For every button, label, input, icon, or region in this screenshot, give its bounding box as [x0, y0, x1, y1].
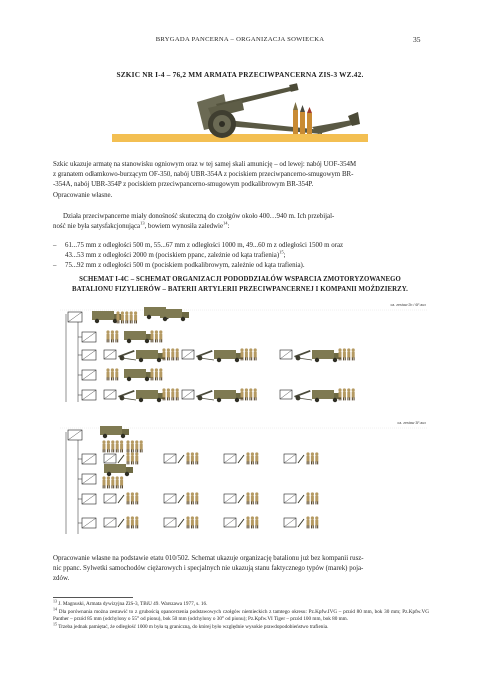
text-line: z granatem odłamkowo-burzącym OF-350, nabój UBR-354A z pociskiem przeciwpancerno-smugowym BR- [53, 171, 354, 179]
organization-schematic [60, 298, 428, 550]
truck-icon [124, 331, 146, 340]
soldier-head [134, 311, 137, 314]
soldier-head [167, 348, 170, 351]
soldier-head [311, 492, 314, 495]
soldier-head [306, 516, 309, 519]
soldier-figure [115, 372, 118, 378]
footnote-number: 13 [53, 598, 57, 604]
soldier-head [186, 516, 189, 519]
soldier-figure [111, 334, 114, 340]
soldier-figure [111, 444, 114, 450]
soldier-figure [176, 352, 179, 358]
soldier-head [121, 311, 124, 314]
soldier-head [107, 440, 110, 443]
soldier-head [116, 440, 119, 443]
text-line: nic ppanc. Sylwetki samochodów ciężarowych i specjalnych nie ukazują stanu faktycznego typów (marek) poja- [53, 565, 364, 573]
caption-line: SCHEMAT I-4C – SCHEMAT ORGANIZACJI PODODDZIAŁÓW WSPARCIA ZMOTORYZOWANEGO [79, 276, 401, 283]
soldier-figure [254, 352, 257, 358]
soldier-figure [131, 456, 134, 462]
soldier-figure [249, 392, 252, 398]
soldier-figure [343, 352, 346, 358]
soldier-figure [307, 520, 310, 526]
soldier-figure [247, 456, 250, 462]
soldier-figure [245, 352, 248, 358]
soldier-head [191, 516, 194, 519]
soldier-figure [245, 392, 248, 398]
soldier-head [111, 330, 114, 333]
soldier-head [167, 388, 170, 391]
soldier-head [352, 388, 355, 391]
truck-icon [214, 390, 236, 399]
soldier-figure [135, 444, 138, 450]
soldier-head [306, 452, 309, 455]
soldier-figure [116, 444, 119, 450]
page-number: 35 [413, 35, 421, 44]
footnote [53, 598, 429, 609]
soldier-head [195, 516, 198, 519]
text-line: ność nie była satysfakcjonująca$^{13}$, bowiem wynosiła zaledwie$^{14}$: [53, 220, 230, 231]
body-paragraph [53, 212, 429, 232]
soldier-figure [131, 496, 134, 502]
soldier-head [162, 388, 165, 391]
soldier-figure [103, 480, 106, 486]
soldier-head [176, 388, 179, 391]
soldier-figure [115, 334, 118, 340]
soldier-figure [247, 496, 250, 502]
soldier-head [246, 452, 249, 455]
text-line: Działa przeciwpancerne miały donośność skuteczną do czołgów około 400…940 m. Ich przebijal- [63, 213, 335, 220]
soldier-head [115, 330, 118, 333]
soldier-head [131, 516, 134, 519]
soldier-figure [255, 520, 258, 526]
mortar-icon [238, 495, 244, 503]
soldier-head [159, 330, 162, 333]
soldier-head [106, 330, 109, 333]
soldier-figure [191, 456, 194, 462]
soldier-head [255, 452, 258, 455]
soldier-head [126, 492, 129, 495]
soldier-head [311, 516, 314, 519]
soldier-head [315, 452, 318, 455]
soldier-head [125, 311, 128, 314]
soldier-figure [151, 334, 154, 340]
soldier-head [150, 368, 153, 371]
soldier-figure [130, 315, 133, 321]
soldier-head [171, 388, 174, 391]
soldier-figure [131, 444, 134, 450]
soldier-figure [116, 480, 119, 486]
soldier-head [186, 492, 189, 495]
soldier-figure [315, 456, 318, 462]
soldier-head [135, 452, 138, 455]
penetration-list [53, 241, 429, 272]
soldier-head [254, 388, 257, 391]
footnote-separator [53, 597, 133, 598]
soldier-figure [103, 444, 106, 450]
list-item [53, 241, 429, 251]
soldier-head [111, 368, 114, 371]
mortar-icon [238, 519, 244, 527]
soldier-head [254, 348, 257, 351]
soldier-figure [187, 496, 190, 502]
soldier-head [140, 440, 143, 443]
truck-icon [160, 309, 182, 318]
soldier-figure [339, 392, 342, 398]
soldier-figure [307, 496, 310, 502]
soldier-head [115, 368, 118, 371]
soldier-head [126, 440, 129, 443]
soldier-head [315, 516, 318, 519]
mortar-icon [298, 519, 304, 527]
soldier-figure [249, 352, 252, 358]
soldier-figure [107, 334, 110, 340]
soldier-figure [155, 372, 158, 378]
truck-icon [92, 311, 114, 320]
soldier-head [126, 516, 129, 519]
truck-icon [312, 350, 334, 359]
soldier-head [246, 492, 249, 495]
soldier-head [186, 452, 189, 455]
footnote [53, 621, 429, 632]
soldier-head [195, 452, 198, 455]
soldier-figure [135, 520, 138, 526]
soldier-figure [241, 352, 244, 358]
soldier-head [135, 440, 138, 443]
text-fragment: ność nie była satysfakcjonująca [53, 223, 141, 231]
footnote-ref: 14 [223, 220, 228, 226]
soldier-head [255, 492, 258, 495]
soldier-figure [159, 334, 162, 340]
schematic-note: ca. zestaw 3F.aux [397, 421, 426, 425]
mortar-icon [118, 455, 124, 463]
soldier-head [338, 388, 341, 391]
schematic-note: ca. zestaw 2b / 6F.aux [390, 303, 426, 307]
list-item-text: 75...92 mm z odległości 500 m (pociskiem podkalibrowym, zależnie od kąta trafienia). [65, 262, 305, 270]
soldier-head [195, 492, 198, 495]
soldier-head [162, 348, 165, 351]
soldier-figure [339, 352, 342, 358]
soldier-head [240, 388, 243, 391]
soldier-figure [251, 520, 254, 526]
soldier-figure [191, 496, 194, 502]
list-item [53, 261, 429, 271]
soldier-figure [121, 315, 124, 321]
text-line: Opracowanie własne na podstawie etatu 010/502. Schemat ukazuje organizację batalionu już bez kompanii rusz- [53, 555, 364, 562]
truck-icon [136, 350, 158, 359]
soldier-figure [107, 480, 110, 486]
text-line: zdów. [53, 575, 70, 583]
soldier-figure [347, 352, 350, 358]
soldier-figure [255, 496, 258, 502]
soldier-figure [176, 392, 179, 398]
text-line: Szkic ukazuje armatę na stanowisku ogniowym oraz w tej samej skali amunicję – od lewej: nabój UOF-354M [53, 161, 357, 168]
ground-strip [112, 134, 368, 142]
truck-icon [124, 369, 146, 378]
soldier-figure [311, 496, 314, 502]
soldier-figure [135, 456, 138, 462]
soldier-figure [171, 352, 174, 358]
soldier-figure [163, 392, 166, 398]
truck-icon [312, 390, 334, 399]
soldier-figure [247, 520, 250, 526]
soldier-figure [127, 456, 130, 462]
soldier-figure [163, 352, 166, 358]
soldier-figure [171, 392, 174, 398]
soldier-figure [315, 520, 318, 526]
list-dash: – [53, 262, 57, 270]
list-dash: – [53, 242, 57, 249]
soldier-head [116, 476, 119, 479]
soldier-figure [127, 520, 130, 526]
soldier-head [315, 492, 318, 495]
soldier-head [106, 368, 109, 371]
soldier-figure [191, 520, 194, 526]
mortar-icon [178, 495, 184, 503]
soldier-head [155, 330, 158, 333]
soldier-figure [352, 352, 355, 358]
soldier-head [131, 440, 134, 443]
soldier-head [155, 368, 158, 371]
soldier-figure [134, 315, 137, 321]
soldier-head [102, 476, 105, 479]
footnote-number: 15 [53, 621, 57, 627]
soldier-figure [127, 444, 130, 450]
soldier-figure [151, 372, 154, 378]
soldier-head [338, 348, 341, 351]
soldier-figure [311, 456, 314, 462]
soldier-figure [254, 392, 257, 398]
soldier-head [347, 388, 350, 391]
mortar-icon [298, 495, 304, 503]
soldier-head [191, 492, 194, 495]
soldier-figure [311, 520, 314, 526]
text-fragment: ; [283, 252, 286, 260]
soldier-head [255, 516, 258, 519]
soldier-figure [255, 456, 258, 462]
soldier-figure [140, 444, 143, 450]
ammunition-rounds [293, 102, 312, 134]
soldier-head [245, 388, 248, 391]
footnotes [53, 598, 429, 631]
soldier-figure [107, 372, 110, 378]
soldier-figure [352, 392, 355, 398]
figure-2-caption [45, 275, 435, 296]
soldier-figure [107, 444, 110, 450]
soldier-figure [125, 315, 128, 321]
soldier-figure [159, 372, 162, 378]
footnote-text: Dla porównania można zestawić to z grubością opancerzenia podstawowych czołgów niemieckich z tamtego okresu: Pz.Kpfw.IVG – przód 80 mm, bok 30 mm; Pz.Kpfw.VG Panther – przód 85 mm (odchylony o 55° od pionu), bok 50 mm (odchylony o 30° od pionu); Pz.Kpfw.VI Tiger – przód 100 mm, bok 80 mm. [53, 608, 429, 623]
soldier-figure [111, 480, 114, 486]
soldier-head [306, 492, 309, 495]
soldier-head [311, 452, 314, 455]
soldier-head [245, 348, 248, 351]
footnote-ref: 15 [279, 249, 284, 255]
soldier-figure [127, 496, 130, 502]
soldier-head [191, 452, 194, 455]
footnote-number: 14 [53, 605, 57, 611]
figure-2-description [53, 554, 429, 585]
soldier-head [107, 476, 110, 479]
mortar-icon [178, 519, 184, 527]
soldier-figure [307, 456, 310, 462]
soldier-figure [167, 392, 170, 398]
soldier-head [251, 516, 254, 519]
caption-line: BATALIONU FIZYLIERÓW – BATERII ARTYLERII PRZECIWPANCERNEJ I KOMPANII MOŹDZIERZY. [72, 286, 408, 294]
figure-1-caption: SZKIC NR I-4 – 76,2 MM ARMATA PRZECIWPANCERNA ZIS-3 WZ.42. [116, 70, 364, 79]
truck-icon [100, 426, 122, 435]
list-item-text: 61...75 mm z odległości 500 m, 55...67 mm z odległości 1000 m, 49...60 m z odległości 1500 m oraz [65, 242, 344, 249]
soldier-head [120, 476, 123, 479]
truck-icon [104, 464, 126, 473]
mortar-icon [298, 455, 304, 463]
soldier-head [251, 452, 254, 455]
soldier-figure [187, 456, 190, 462]
soldier-figure [167, 352, 170, 358]
soldier-figure [120, 444, 123, 450]
soldier-head [171, 348, 174, 351]
soldier-head [131, 452, 134, 455]
soldier-head [116, 311, 119, 314]
soldier-figure [343, 392, 346, 398]
soldier-head [135, 492, 138, 495]
soldier-head [251, 492, 254, 495]
mortar-icon [118, 495, 124, 503]
soldier-head [111, 476, 114, 479]
soldier-head [343, 388, 346, 391]
text-line: -354A, nabój UBR-354P z pociskiem przeciwpancerno-smugowym podkalibrowym BR-354P. [53, 181, 314, 189]
soldier-head [246, 516, 249, 519]
text-line: Opracowanie własne. [53, 191, 113, 199]
soldier-head [120, 440, 123, 443]
soldier-figure [117, 315, 120, 321]
footnote-text: J. Magnuski, Armata dywizyjna ZiS-3, TBiU 49. Warszawa 1977, s. 16. [58, 601, 208, 607]
soldier-figure [315, 496, 318, 502]
soldier-head [135, 516, 138, 519]
footnote-ref: 13 [140, 220, 145, 226]
soldier-figure [241, 392, 244, 398]
soldier-head [343, 348, 346, 351]
footnote-text: Trzeba jednak pamiętać, że odległość 1000 m była tą graniczną, do której było względnie wysokie prawdopodobieństwo trafienia. [58, 623, 329, 630]
soldier-figure [131, 520, 134, 526]
soldier-head [130, 311, 133, 314]
soldier-head [176, 348, 179, 351]
mortar-icon [118, 519, 124, 527]
running-title: BRYGADA PANCERNA – ORGANIZACJA SOWIECKA [155, 36, 325, 43]
soldier-figure [135, 496, 138, 502]
soldier-head [102, 440, 105, 443]
soldier-figure [155, 334, 158, 340]
soldier-figure [195, 456, 198, 462]
figure-1-description [53, 160, 429, 201]
truck-icon [136, 390, 158, 399]
soldier-figure [187, 520, 190, 526]
soldier-head [159, 368, 162, 371]
soldier-head [131, 492, 134, 495]
soldier-figure [251, 456, 254, 462]
soldier-head [249, 348, 252, 351]
soldier-head [347, 348, 350, 351]
soldier-figure [195, 496, 198, 502]
anti-tank-gun-illustration [112, 80, 368, 150]
mortar-icon [238, 455, 244, 463]
soldier-figure [347, 392, 350, 398]
mortar-icon [178, 455, 184, 463]
list-item [53, 251, 429, 261]
list-item-text: 43...53 mm z odległości 2000 m (pociskiem ppanc, zależnie od kąta trafienia) [65, 252, 280, 260]
soldier-head [126, 452, 129, 455]
soldier-figure [120, 480, 123, 486]
soldier-head [249, 388, 252, 391]
soldier-figure [251, 496, 254, 502]
soldier-figure [111, 372, 114, 378]
text-fragment: , bowiem wynosiła zaledwie [144, 223, 224, 231]
truck-icon [214, 350, 236, 359]
soldier-head [352, 348, 355, 351]
soldier-head [111, 440, 114, 443]
soldier-figure [195, 520, 198, 526]
soldier-head [150, 330, 153, 333]
soldier-head [240, 348, 243, 351]
